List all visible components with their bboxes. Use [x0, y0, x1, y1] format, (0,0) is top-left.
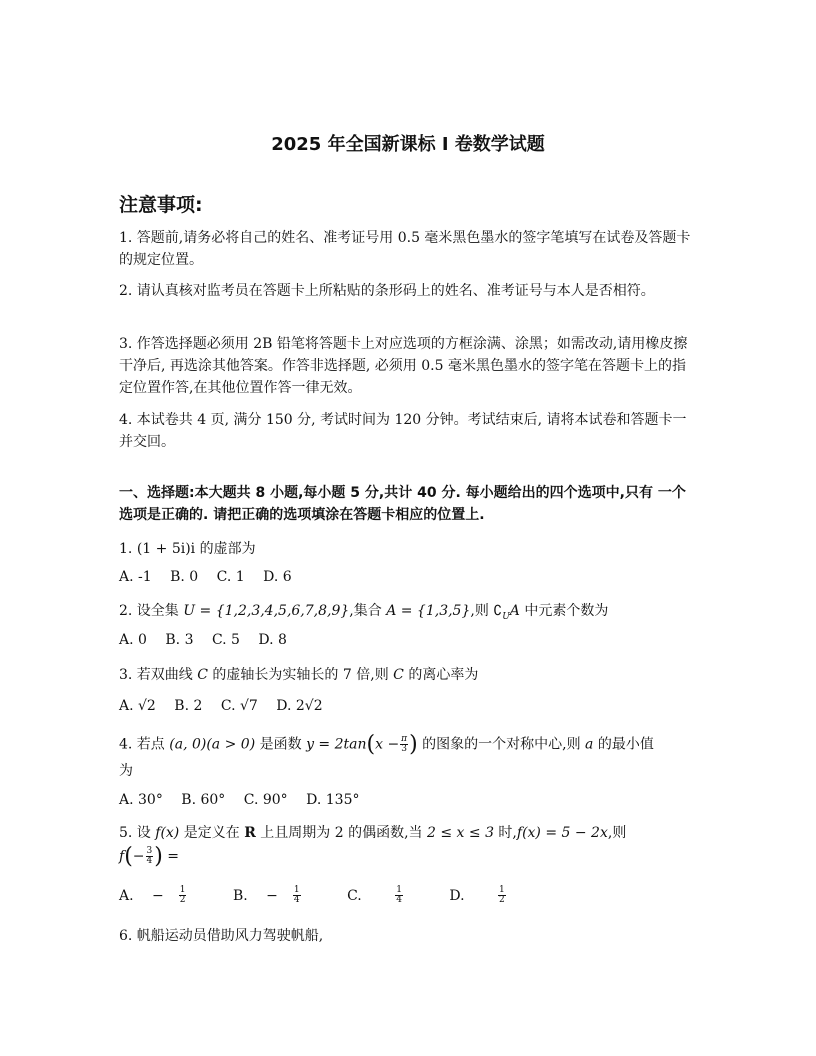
option-d: D. 8	[258, 632, 287, 648]
option-d	[449, 885, 533, 905]
question-5-tail: ,则	[607, 825, 627, 841]
fraction-denominator: 3	[401, 744, 407, 754]
option-c: C. 1	[216, 569, 245, 585]
question-4-tail: 的最小值	[593, 736, 654, 753]
question-4	[119, 732, 654, 757]
question-1-options	[119, 569, 306, 585]
question-4-line-2: 为	[119, 763, 133, 779]
left-paren: (	[366, 732, 376, 757]
option-a	[119, 885, 214, 905]
set-a-symbol: A	[509, 603, 520, 619]
fraction-numerator: 1	[396, 885, 402, 895]
question-5-line-2	[119, 844, 179, 869]
fraction-pi-3	[400, 735, 408, 754]
function-arg: x −	[375, 736, 400, 753]
option-d-label: D.	[449, 887, 465, 904]
set-u: U = {1,2,3,4,5,6,7,8,9}	[183, 603, 350, 619]
option-c-label: C.	[347, 887, 362, 904]
option-b-label: B.	[232, 887, 248, 904]
question-3-mid: 的虚轴长为实轴长的 7 倍,则	[207, 667, 389, 683]
question-3-options	[119, 698, 337, 714]
option-b: B. 3	[165, 632, 194, 648]
option-d: D. 2√2	[276, 698, 323, 714]
question-3-tail: 的离心率为	[403, 667, 479, 683]
question-5-options	[119, 886, 548, 905]
fraction-numerator: 1	[499, 885, 505, 895]
option-a-sign: −	[152, 887, 164, 904]
question-2-mid: ,集合	[349, 603, 382, 619]
question-3-prefix: 3. 若双曲线	[119, 667, 193, 683]
fraction-numerator: 1	[293, 885, 300, 895]
question-1-number: 1.	[119, 541, 133, 557]
notice-item-1: 1. 答题前,请务必将自己的姓名、准考证号用 0.5 毫米黑色墨水的签字笔填写在试卷及答题卡的规定位置。	[119, 230, 691, 268]
question-5-mid3: 时,	[493, 825, 517, 841]
option-c	[347, 885, 431, 905]
notice-item-3: 3. 作答选择题必须用 2B 铅笔将答题卡上对应选项的方框涂满、涂黑；如需改动,请用橡皮擦干净后, 再选涂其他答案。作答非选择题, 必须用 0.5 毫米黑色墨水的签字笔在答题卡上的指定位置作答,在其他位置作答一律无效。	[119, 336, 688, 396]
question-5-mid2: 上且周期为 2 的偶函数,当	[255, 825, 423, 841]
notice-item-4: 4. 本试卷共 4 页, 满分 150 分, 考试时间为 120 分钟。考试结束后, 请将本试卷和答题卡一并交回。	[119, 412, 687, 450]
question-6: 6. 帆船运动员借助风力驾驶帆船,	[119, 928, 324, 944]
question-2-prefix: 2. 设全集	[119, 603, 179, 619]
equals: =	[162, 848, 180, 865]
option-a-label: A.	[119, 887, 134, 904]
question-4-post: 的图象的一个对称中心,则	[417, 736, 581, 753]
question-3	[119, 664, 478, 684]
notice-item-2: 2. 请认真核对监考员在答题卡上所粘贴的条形码上的姓名、准考证号与本人是否相符。	[119, 283, 655, 299]
question-2-tail: 中元素个数为	[519, 603, 609, 619]
question-2-mid2: ,则	[470, 603, 489, 619]
option-a: A. 0	[119, 632, 147, 648]
option-b: B. 0	[170, 569, 199, 585]
option-a: A. -1	[119, 569, 152, 585]
question-1-text: 的虚部为	[195, 541, 256, 557]
option-b: B. 60°	[181, 792, 226, 808]
option-b-sign: −	[266, 887, 278, 904]
variable-a: a	[585, 736, 594, 753]
option-d: D. 135°	[306, 792, 360, 808]
option-c: C. 90°	[243, 792, 288, 808]
question-4-prefix: 4. 若点	[119, 736, 165, 753]
question-5-mid: 是定义在	[179, 825, 240, 841]
option-a: A. √2	[119, 698, 156, 714]
f-symbol: f	[119, 848, 125, 865]
range: 2 ≤ x ≤ 3	[427, 825, 494, 841]
complement-subscript: U	[502, 611, 510, 622]
function-definition: f(x) = 5 − 2x	[516, 825, 608, 841]
complement-symbol: ∁	[493, 603, 503, 619]
fraction-denominator: 4	[293, 895, 300, 905]
fraction-denominator: 4	[146, 856, 153, 866]
question-2-options	[119, 632, 301, 648]
hyperbola-c-2: C	[393, 667, 404, 683]
point: (a, 0)(a > 0)	[169, 736, 256, 753]
fraction-denominator: 2	[179, 895, 186, 905]
option-b-fraction	[293, 886, 315, 905]
question-5	[119, 822, 626, 842]
option-c: C. 5	[211, 632, 240, 648]
section-1-heading: 一、选择题:本大题共 8 小题,每小题 5 分,共计 40 分. 每小题给出的四个选项中,只有 一个选项是正确的. 请把正确的选项填涂在答题卡相应的位置上.	[119, 485, 686, 523]
function-f: f(x)	[155, 825, 180, 841]
option-d-fraction	[498, 886, 520, 905]
notice-heading: 注意事项:	[119, 194, 203, 216]
right-paren: )	[154, 844, 163, 869]
option-c-fraction	[395, 886, 417, 905]
option-a-fraction	[179, 886, 201, 905]
set-a: A = {1,3,5}	[386, 603, 471, 619]
option-b: B. 2	[174, 698, 203, 714]
right-paren: )	[409, 732, 418, 757]
fraction-denominator: 4	[396, 895, 402, 905]
negative-sign: −	[132, 848, 145, 865]
question-5-prefix: 5. 设	[119, 825, 151, 841]
question-4-mid: 是函数	[255, 736, 302, 753]
function-lhs: y = 2tan	[306, 736, 367, 753]
fraction-denominator: 2	[499, 895, 505, 905]
fraction-numerator: 3	[146, 846, 153, 856]
question-2	[119, 600, 608, 622]
option-b	[232, 885, 329, 905]
real-numbers-r: R	[244, 825, 256, 841]
option-c: C. √7	[220, 698, 258, 714]
hyperbola-c: C	[197, 667, 208, 683]
question-1-math: (1 + 5i)i	[136, 541, 196, 557]
fraction-numerator: 1	[179, 885, 186, 895]
fraction-numerator: π	[401, 734, 408, 744]
option-d: D. 6	[263, 569, 292, 585]
question-1	[119, 538, 256, 558]
exam-title: 2025 年全国新课标 I 卷数学试题	[271, 134, 545, 155]
left-paren: (	[124, 844, 133, 869]
fraction-3-4	[146, 847, 154, 866]
question-4-options	[119, 792, 374, 808]
option-a: A. 30°	[119, 792, 163, 808]
